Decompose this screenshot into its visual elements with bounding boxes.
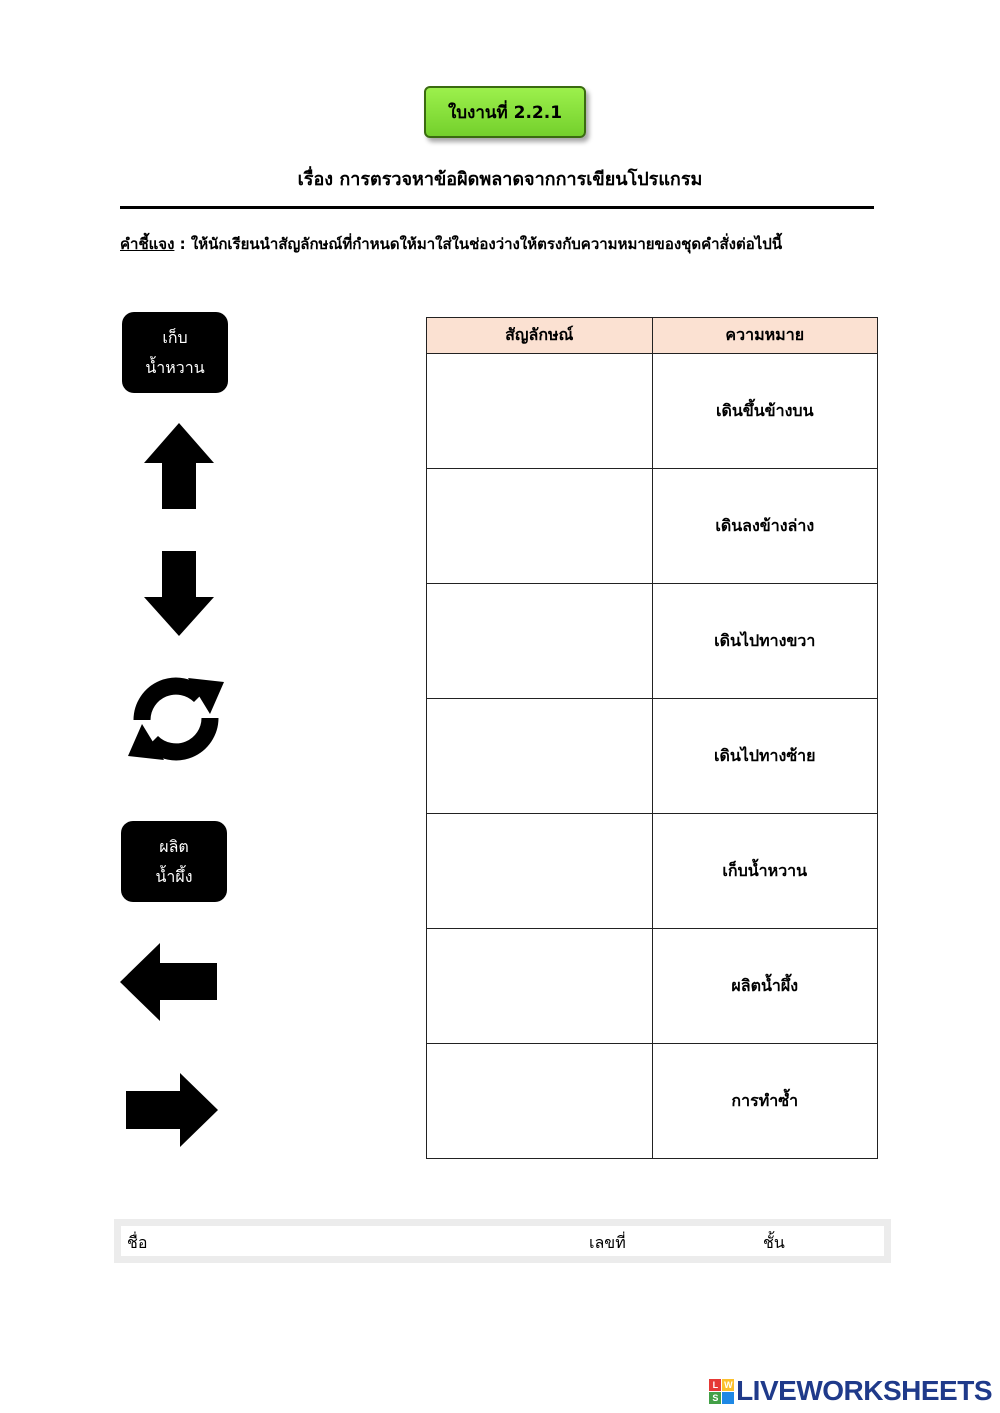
drop-zone[interactable] (427, 814, 653, 929)
symbol-produce-line2: น้ำผึ้ง (155, 866, 193, 886)
arrow-right-icon[interactable] (126, 1073, 218, 1147)
table-row (427, 814, 878, 929)
table-header-row (427, 318, 878, 354)
table-row (427, 699, 878, 814)
symbol-produce-honey[interactable] (121, 821, 227, 902)
drop-zone[interactable] (427, 929, 653, 1044)
class-label: ชั้น (763, 1233, 785, 1252)
symbol-collect-line1: เก็บ (162, 327, 188, 347)
meaning-cell: เดินลงข้างล่าง (652, 469, 878, 584)
arrow-left-icon[interactable] (120, 943, 217, 1021)
meaning-cell: เดินไปทางซ้าย (652, 699, 878, 814)
student-info-field[interactable] (121, 1226, 884, 1256)
repeat-icon[interactable] (128, 676, 224, 762)
table-row (427, 469, 878, 584)
table-row (427, 354, 878, 469)
logo-mark (709, 1379, 734, 1404)
logo-mark-l: L (709, 1379, 721, 1391)
logo-text: LIVEWORKSHEETS (736, 1375, 992, 1406)
logo-mark-w: W (724, 1379, 733, 1390)
symbol-produce-line1: ผลิต (159, 836, 189, 856)
number-label: เลขที่ (589, 1233, 626, 1252)
drop-zone[interactable] (427, 699, 653, 814)
meaning-cell: เดินไปทางขวา (652, 584, 878, 699)
student-info-bar (114, 1219, 891, 1263)
drop-zone[interactable] (427, 1044, 653, 1159)
divider (120, 206, 874, 209)
drop-zone[interactable] (427, 469, 653, 584)
instruction-text: : ให้นักเรียนนำสัญลักษณ์ที่กำหนดให้มาใส่ในช่องว่างให้ตรงกับความหมายของชุดคำสั่งต่อไปนี้ (174, 235, 783, 253)
arrow-up-icon[interactable] (144, 423, 214, 509)
meaning-cell: เดินขึ้นข้างบน (652, 354, 878, 469)
instruction (120, 232, 900, 256)
header-meaning: ความหมาย (652, 318, 878, 354)
liveworksheets-logo (709, 1375, 992, 1407)
worksheet-number-badge: ใบงานที่ 2.2.1 (424, 86, 586, 138)
table-row (427, 929, 878, 1044)
table-row (427, 584, 878, 699)
drop-zone[interactable] (427, 354, 653, 469)
instruction-label: คำชี้แจง (120, 235, 175, 253)
meaning-cell: การทำซ้ำ (652, 1044, 878, 1159)
worksheet-subject: เรื่อง การตรวจหาข้อผิดพลาดจากการเขียนโปรแกรม (297, 169, 703, 190)
header-symbol: สัญลักษณ์ (427, 318, 653, 354)
meaning-cell: ผลิตน้ำผึ้ง (652, 929, 878, 1044)
table-row (427, 1044, 878, 1159)
arrow-down-icon[interactable] (144, 551, 214, 636)
symbol-collect-line2: น้ำหวาน (145, 357, 205, 377)
symbol-collect-nectar[interactable] (122, 312, 228, 393)
logo-mark-s: S (709, 1392, 721, 1404)
logo-mark-blank (722, 1392, 734, 1404)
name-label: ชื่อ (127, 1233, 148, 1252)
symbol-meaning-table (426, 317, 878, 1159)
meaning-cell: เก็บน้ำหวาน (652, 814, 878, 929)
drop-zone[interactable] (427, 584, 653, 699)
